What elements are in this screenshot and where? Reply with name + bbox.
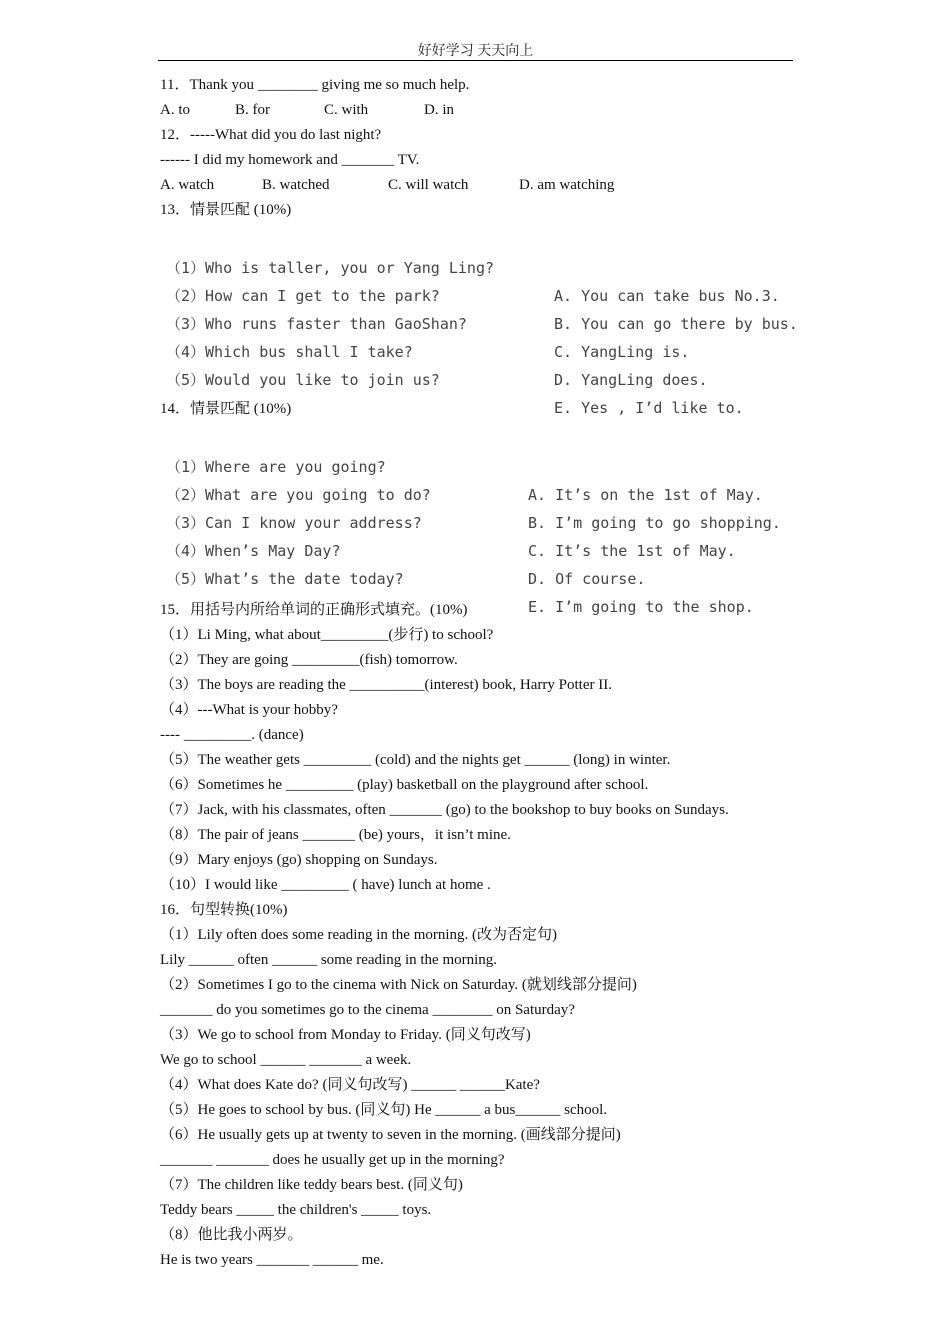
q15-item: （1）Li Ming, what about_________(步行) to school? <box>160 627 494 643</box>
question-12 <box>160 123 800 198</box>
q14-left-2: （2）What are you going to do? <box>166 486 431 504</box>
q13-left-4: （4）Which bus shall I take? <box>166 343 413 361</box>
q13-left-2: （2）How can I get to the park? <box>166 287 440 305</box>
q14-left-4: （4）When’s May Day? <box>166 542 341 560</box>
question-11 <box>160 73 800 123</box>
q16-item: （5）He goes to school by bus. (同义句) He ______ a bus______ school. <box>160 1102 608 1118</box>
q13-right-b: B. You can go there by bus. <box>554 315 798 333</box>
q14-right-d: D. Of course. <box>528 570 646 588</box>
q16-item: （2）Sometimes I go to the cinema with Nick on Saturday. (就划线部分提问) <box>160 977 637 993</box>
q13-title: 13．情景匹配 (10%) <box>160 202 292 218</box>
q15-item: （9）Mary enjoys (go) shopping on Sundays. <box>160 852 438 868</box>
q11-option-c: C. with <box>324 102 369 118</box>
q16-item: （3）We go to school from Monday to Friday. (同义句改写) <box>160 1027 531 1043</box>
q16-item: Lily ______ often ______ some reading in the morning. <box>160 952 498 968</box>
q16-item: Teddy bears _____ the children's _____ toys. <box>160 1202 432 1218</box>
q13-right-d: D. YangLing does. <box>554 371 708 389</box>
q16-item: We go to school ______ _______ a week. <box>160 1052 412 1068</box>
q15-item: （7）Jack, with his classmates, often _______ (go) to the bookshop to buy books on Sundays. <box>160 802 729 818</box>
q14-right-a: A. It’s on the 1st of May. <box>528 486 763 504</box>
q14-left-5: （5）What’s the date today? <box>166 570 404 588</box>
q11-stem: 11．Thank you ________ giving me so much help. <box>160 77 470 93</box>
q11-option-b: B. for <box>235 102 270 118</box>
q16-item: （7）The children like teddy bears best. (同义句) <box>160 1177 463 1193</box>
q12-option-a: A. watch <box>160 177 215 193</box>
q12-line1: 12．-----What did you do last night? <box>160 127 382 143</box>
q15-item: （8）The pair of jeans _______ (be) yours，it isn’t mine. <box>160 827 511 843</box>
q15-title: 15．用括号内所给单词的正确形式填充。(10%) <box>160 602 468 618</box>
q16-item: _______ _______ does he usually get up in the morning? <box>160 1152 505 1168</box>
q13-right-a: A. You can take bus No.3. <box>554 287 780 305</box>
q11-option-d: D. in <box>424 102 454 118</box>
q13-left-5: （5）Would you like to join us? <box>166 371 440 389</box>
q15-item: （5）The weather gets _________ (cold) and the nights get ______ (long) in winter. <box>160 752 671 768</box>
q16-item: _______ do you sometimes go to the cinema ________ on Saturday? <box>160 1002 575 1018</box>
q16-item: （4）What does Kate do? (同义句改写) ______ ______Kate? <box>160 1077 540 1093</box>
page-header: 好好学习 天天向上 <box>417 44 534 59</box>
q11-options <box>160 98 800 123</box>
header-rule <box>158 60 793 61</box>
q13-left-1: （1）Who is taller, you or Yang Ling? <box>166 259 495 277</box>
q11-option-a: A. to <box>160 102 190 118</box>
q16-item: He is two years _______ ______ me. <box>160 1252 384 1268</box>
q15-item: （10）I would like _________ ( have) lunch at home . <box>160 877 491 893</box>
q15-item: ---- _________. (dance) <box>160 727 304 743</box>
q16-item: （8）他比我小两岁。 <box>160 1227 303 1243</box>
q13-left-3: （3）Who runs faster than GaoShan? <box>166 315 467 333</box>
q14-right-e: E. I’m going to the shop. <box>528 598 754 616</box>
q15-item: （3）The boys are reading the __________(interest) book, Harry Potter II. <box>160 677 612 693</box>
q14-left-3: （3）Can I know your address? <box>166 514 422 532</box>
q14-left-1: （1）Where are you going? <box>166 458 386 476</box>
q16-title: 16．句型转换(10%) <box>160 902 288 918</box>
q14-right-c: C. It’s the 1st of May. <box>528 542 736 560</box>
q15-item: （6）Sometimes he _________ (play) basketball on the playground after school. <box>160 777 649 793</box>
q15-item: （4）---What is your hobby? <box>160 702 338 718</box>
question-16 <box>160 898 800 1273</box>
q12-line2: ------ I did my homework and _______ TV. <box>160 152 420 168</box>
q14-right-b: B. I’m going to go shopping. <box>528 514 781 532</box>
q12-option-c: C. will watch <box>388 177 469 193</box>
worksheet <box>160 73 800 1273</box>
q14-title: 14．情景匹配 (10%) <box>160 401 292 417</box>
question-15 <box>160 598 800 898</box>
q15-item: （2）They are going _________(fish) tomorrow. <box>160 652 458 668</box>
q13-right-c: C. YangLing is. <box>554 343 690 361</box>
q13-right-e: E. Yes , I’d like to. <box>554 399 744 417</box>
q12-option-d: D. am watching <box>519 177 615 193</box>
q16-item: （6）He usually gets up at twenty to seven in the morning. (画线部分提问) <box>160 1127 621 1143</box>
q12-options <box>160 173 800 198</box>
q16-item: （1）Lily often does some reading in the morning. (改为否定句) <box>160 927 558 943</box>
q12-option-b: B. watched <box>262 177 330 193</box>
